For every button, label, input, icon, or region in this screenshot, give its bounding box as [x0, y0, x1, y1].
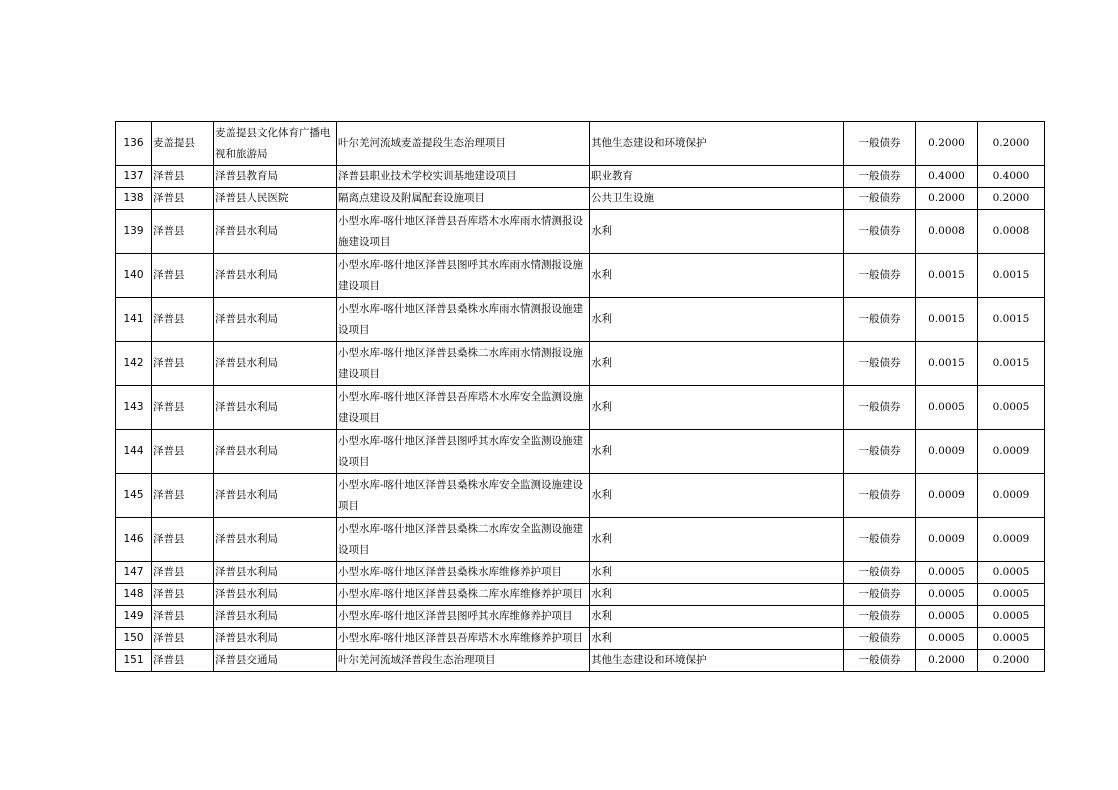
- bond-type-cell: 一般债券: [844, 518, 916, 562]
- project-name-cell: 叶尔羌河流域麦盖提段生态治理项目: [337, 122, 590, 166]
- amount-cell: 0.0005: [978, 628, 1045, 650]
- category-cell: 公共卫生设施: [590, 188, 844, 210]
- amount-cell: 0.0008: [916, 210, 978, 254]
- bond-type-cell: 一般债券: [844, 342, 916, 386]
- table-row: [116, 474, 1045, 518]
- department-cell: 泽普县水利局: [214, 518, 337, 562]
- department-cell: 泽普县教育局: [214, 166, 337, 188]
- department-cell: 泽普县水利局: [214, 474, 337, 518]
- project-name-cell: 小型水库-喀什地区泽普县桑株水库维修养护项目: [337, 562, 590, 584]
- category-cell: 水利: [590, 210, 844, 254]
- row-index-cell: 147: [116, 562, 152, 584]
- department-cell: 泽普县交通局: [214, 650, 337, 672]
- table-row: [116, 166, 1045, 188]
- county-cell: 泽普县: [152, 430, 214, 474]
- bond-type-cell: 一般债券: [844, 474, 916, 518]
- amount-cell: 0.0005: [978, 606, 1045, 628]
- amount-cell: 0.0005: [978, 562, 1045, 584]
- department-cell: 泽普县水利局: [214, 386, 337, 430]
- category-cell: 水利: [590, 474, 844, 518]
- bond-type-cell: 一般债券: [844, 166, 916, 188]
- row-index-cell: 146: [116, 518, 152, 562]
- project-name-cell: 小型水库-喀什地区泽普县桑株二库水库维修养护项目: [337, 584, 590, 606]
- table-row: [116, 628, 1045, 650]
- amount-cell: 0.0008: [978, 210, 1045, 254]
- row-index-cell: 140: [116, 254, 152, 298]
- amount-cell: 0.2000: [916, 122, 978, 166]
- row-index-cell: 149: [116, 606, 152, 628]
- row-index-cell: 139: [116, 210, 152, 254]
- category-cell: 水利: [590, 342, 844, 386]
- amount-cell: 0.2000: [978, 188, 1045, 210]
- category-cell: 水利: [590, 298, 844, 342]
- department-cell: 泽普县水利局: [214, 210, 337, 254]
- amount-cell: 0.0005: [916, 386, 978, 430]
- department-cell: 泽普县水利局: [214, 298, 337, 342]
- county-cell: 泽普县: [152, 254, 214, 298]
- bond-type-cell: 一般债券: [844, 606, 916, 628]
- project-name-cell: 小型水库-喀什地区泽普县吾库塔木水库安全监测设施建设项目: [337, 386, 590, 430]
- amount-cell: 0.0009: [916, 474, 978, 518]
- department-cell: 泽普县水利局: [214, 430, 337, 474]
- bond-project-table: [115, 121, 1045, 672]
- amount-cell: 0.0009: [978, 430, 1045, 474]
- category-cell: 其他生态建设和环境保护: [590, 650, 844, 672]
- project-name-cell: 小型水库-喀什地区泽普县图呼其水库安全监测设施建设项目: [337, 430, 590, 474]
- category-cell: 水利: [590, 386, 844, 430]
- table-row: [116, 584, 1045, 606]
- project-name-cell: 小型水库-喀什地区泽普县桑株二水库安全监测设施建设项目: [337, 518, 590, 562]
- project-name-cell: 小型水库-喀什地区泽普县吾库塔木水库维修养护项目: [337, 628, 590, 650]
- project-name-cell: 小型水库-喀什地区泽普县桑株水库安全监测设施建设项目: [337, 474, 590, 518]
- county-cell: 泽普县: [152, 474, 214, 518]
- bond-type-cell: 一般债券: [844, 254, 916, 298]
- amount-cell: 0.0005: [978, 584, 1045, 606]
- bond-type-cell: 一般债券: [844, 562, 916, 584]
- category-cell: 水利: [590, 254, 844, 298]
- row-index-cell: 143: [116, 386, 152, 430]
- county-cell: 泽普县: [152, 342, 214, 386]
- amount-cell: 0.0015: [978, 342, 1045, 386]
- bond-type-cell: 一般债券: [844, 188, 916, 210]
- table-row: [116, 562, 1045, 584]
- bond-type-cell: 一般债券: [844, 430, 916, 474]
- table-row: [116, 122, 1045, 166]
- department-cell: 泽普县水利局: [214, 628, 337, 650]
- category-cell: 水利: [590, 606, 844, 628]
- project-name-cell: 小型水库-喀什地区泽普县吾库塔木水库雨水情测报设施建设项目: [337, 210, 590, 254]
- county-cell: 泽普县: [152, 210, 214, 254]
- amount-cell: 0.0015: [916, 342, 978, 386]
- county-cell: 泽普县: [152, 562, 214, 584]
- category-cell: 水利: [590, 562, 844, 584]
- county-cell: 泽普县: [152, 298, 214, 342]
- department-cell: 泽普县水利局: [214, 584, 337, 606]
- amount-cell: 0.0005: [916, 628, 978, 650]
- category-cell: 水利: [590, 628, 844, 650]
- row-index-cell: 142: [116, 342, 152, 386]
- category-cell: 职业教育: [590, 166, 844, 188]
- table-row: [116, 430, 1045, 474]
- county-cell: 泽普县: [152, 166, 214, 188]
- row-index-cell: 150: [116, 628, 152, 650]
- table-row: [116, 606, 1045, 628]
- row-index-cell: 151: [116, 650, 152, 672]
- table-row: [116, 298, 1045, 342]
- table-row: [116, 254, 1045, 298]
- amount-cell: 0.4000: [978, 166, 1045, 188]
- project-name-cell: 叶尔羌河流域泽普段生态治理项目: [337, 650, 590, 672]
- table-body: [116, 122, 1045, 672]
- category-cell: 水利: [590, 430, 844, 474]
- department-cell: 泽普县水利局: [214, 254, 337, 298]
- row-index-cell: 138: [116, 188, 152, 210]
- amount-cell: 0.0005: [916, 606, 978, 628]
- row-index-cell: 137: [116, 166, 152, 188]
- amount-cell: 0.0009: [978, 518, 1045, 562]
- amount-cell: 0.2000: [978, 122, 1045, 166]
- county-cell: 泽普县: [152, 650, 214, 672]
- amount-cell: 0.2000: [916, 188, 978, 210]
- row-index-cell: 145: [116, 474, 152, 518]
- amount-cell: 0.0015: [978, 298, 1045, 342]
- amount-cell: 0.0009: [916, 430, 978, 474]
- project-name-cell: 隔离点建设及附属配套设施项目: [337, 188, 590, 210]
- department-cell: 麦盖提县文化体育广播电视和旅游局: [214, 122, 337, 166]
- table-row: [116, 342, 1045, 386]
- project-name-cell: 小型水库-喀什地区泽普县图呼其水库雨水情测报设施建设项目: [337, 254, 590, 298]
- amount-cell: 0.4000: [916, 166, 978, 188]
- amount-cell: 0.0015: [978, 254, 1045, 298]
- department-cell: 泽普县人民医院: [214, 188, 337, 210]
- project-name-cell: 小型水库-喀什地区泽普县桑株水库雨水情测报设施建设项目: [337, 298, 590, 342]
- row-index-cell: 136: [116, 122, 152, 166]
- bond-type-cell: 一般债券: [844, 386, 916, 430]
- county-cell: 麦盖提县: [152, 122, 214, 166]
- table-row: [116, 518, 1045, 562]
- bond-type-cell: 一般债券: [844, 210, 916, 254]
- amount-cell: 0.0005: [978, 386, 1045, 430]
- project-name-cell: 小型水库-喀什地区泽普县图呼其水库维修养护项目: [337, 606, 590, 628]
- category-cell: 水利: [590, 584, 844, 606]
- amount-cell: 0.0015: [916, 298, 978, 342]
- bond-type-cell: 一般债券: [844, 122, 916, 166]
- project-name-cell: 泽普县职业技术学校实训基地建设项目: [337, 166, 590, 188]
- amount-cell: 0.0015: [916, 254, 978, 298]
- category-cell: 水利: [590, 518, 844, 562]
- county-cell: 泽普县: [152, 584, 214, 606]
- amount-cell: 0.0005: [916, 562, 978, 584]
- bond-type-cell: 一般债券: [844, 584, 916, 606]
- amount-cell: 0.0009: [978, 474, 1045, 518]
- amount-cell: 0.0009: [916, 518, 978, 562]
- row-index-cell: 148: [116, 584, 152, 606]
- department-cell: 泽普县水利局: [214, 342, 337, 386]
- amount-cell: 0.2000: [916, 650, 978, 672]
- row-index-cell: 141: [116, 298, 152, 342]
- amount-cell: 0.0005: [916, 584, 978, 606]
- category-cell: 其他生态建设和环境保护: [590, 122, 844, 166]
- table-row: [116, 650, 1045, 672]
- table-row: [116, 386, 1045, 430]
- amount-cell: 0.2000: [978, 650, 1045, 672]
- county-cell: 泽普县: [152, 628, 214, 650]
- department-cell: 泽普县水利局: [214, 606, 337, 628]
- bond-type-cell: 一般债券: [844, 298, 916, 342]
- county-cell: 泽普县: [152, 606, 214, 628]
- county-cell: 泽普县: [152, 386, 214, 430]
- table-row: [116, 188, 1045, 210]
- row-index-cell: 144: [116, 430, 152, 474]
- county-cell: 泽普县: [152, 188, 214, 210]
- department-cell: 泽普县水利局: [214, 562, 337, 584]
- bond-type-cell: 一般债券: [844, 628, 916, 650]
- project-name-cell: 小型水库-喀什地区泽普县桑株二水库雨水情测报设施建设项目: [337, 342, 590, 386]
- table-row: [116, 210, 1045, 254]
- bond-type-cell: 一般债券: [844, 650, 916, 672]
- county-cell: 泽普县: [152, 518, 214, 562]
